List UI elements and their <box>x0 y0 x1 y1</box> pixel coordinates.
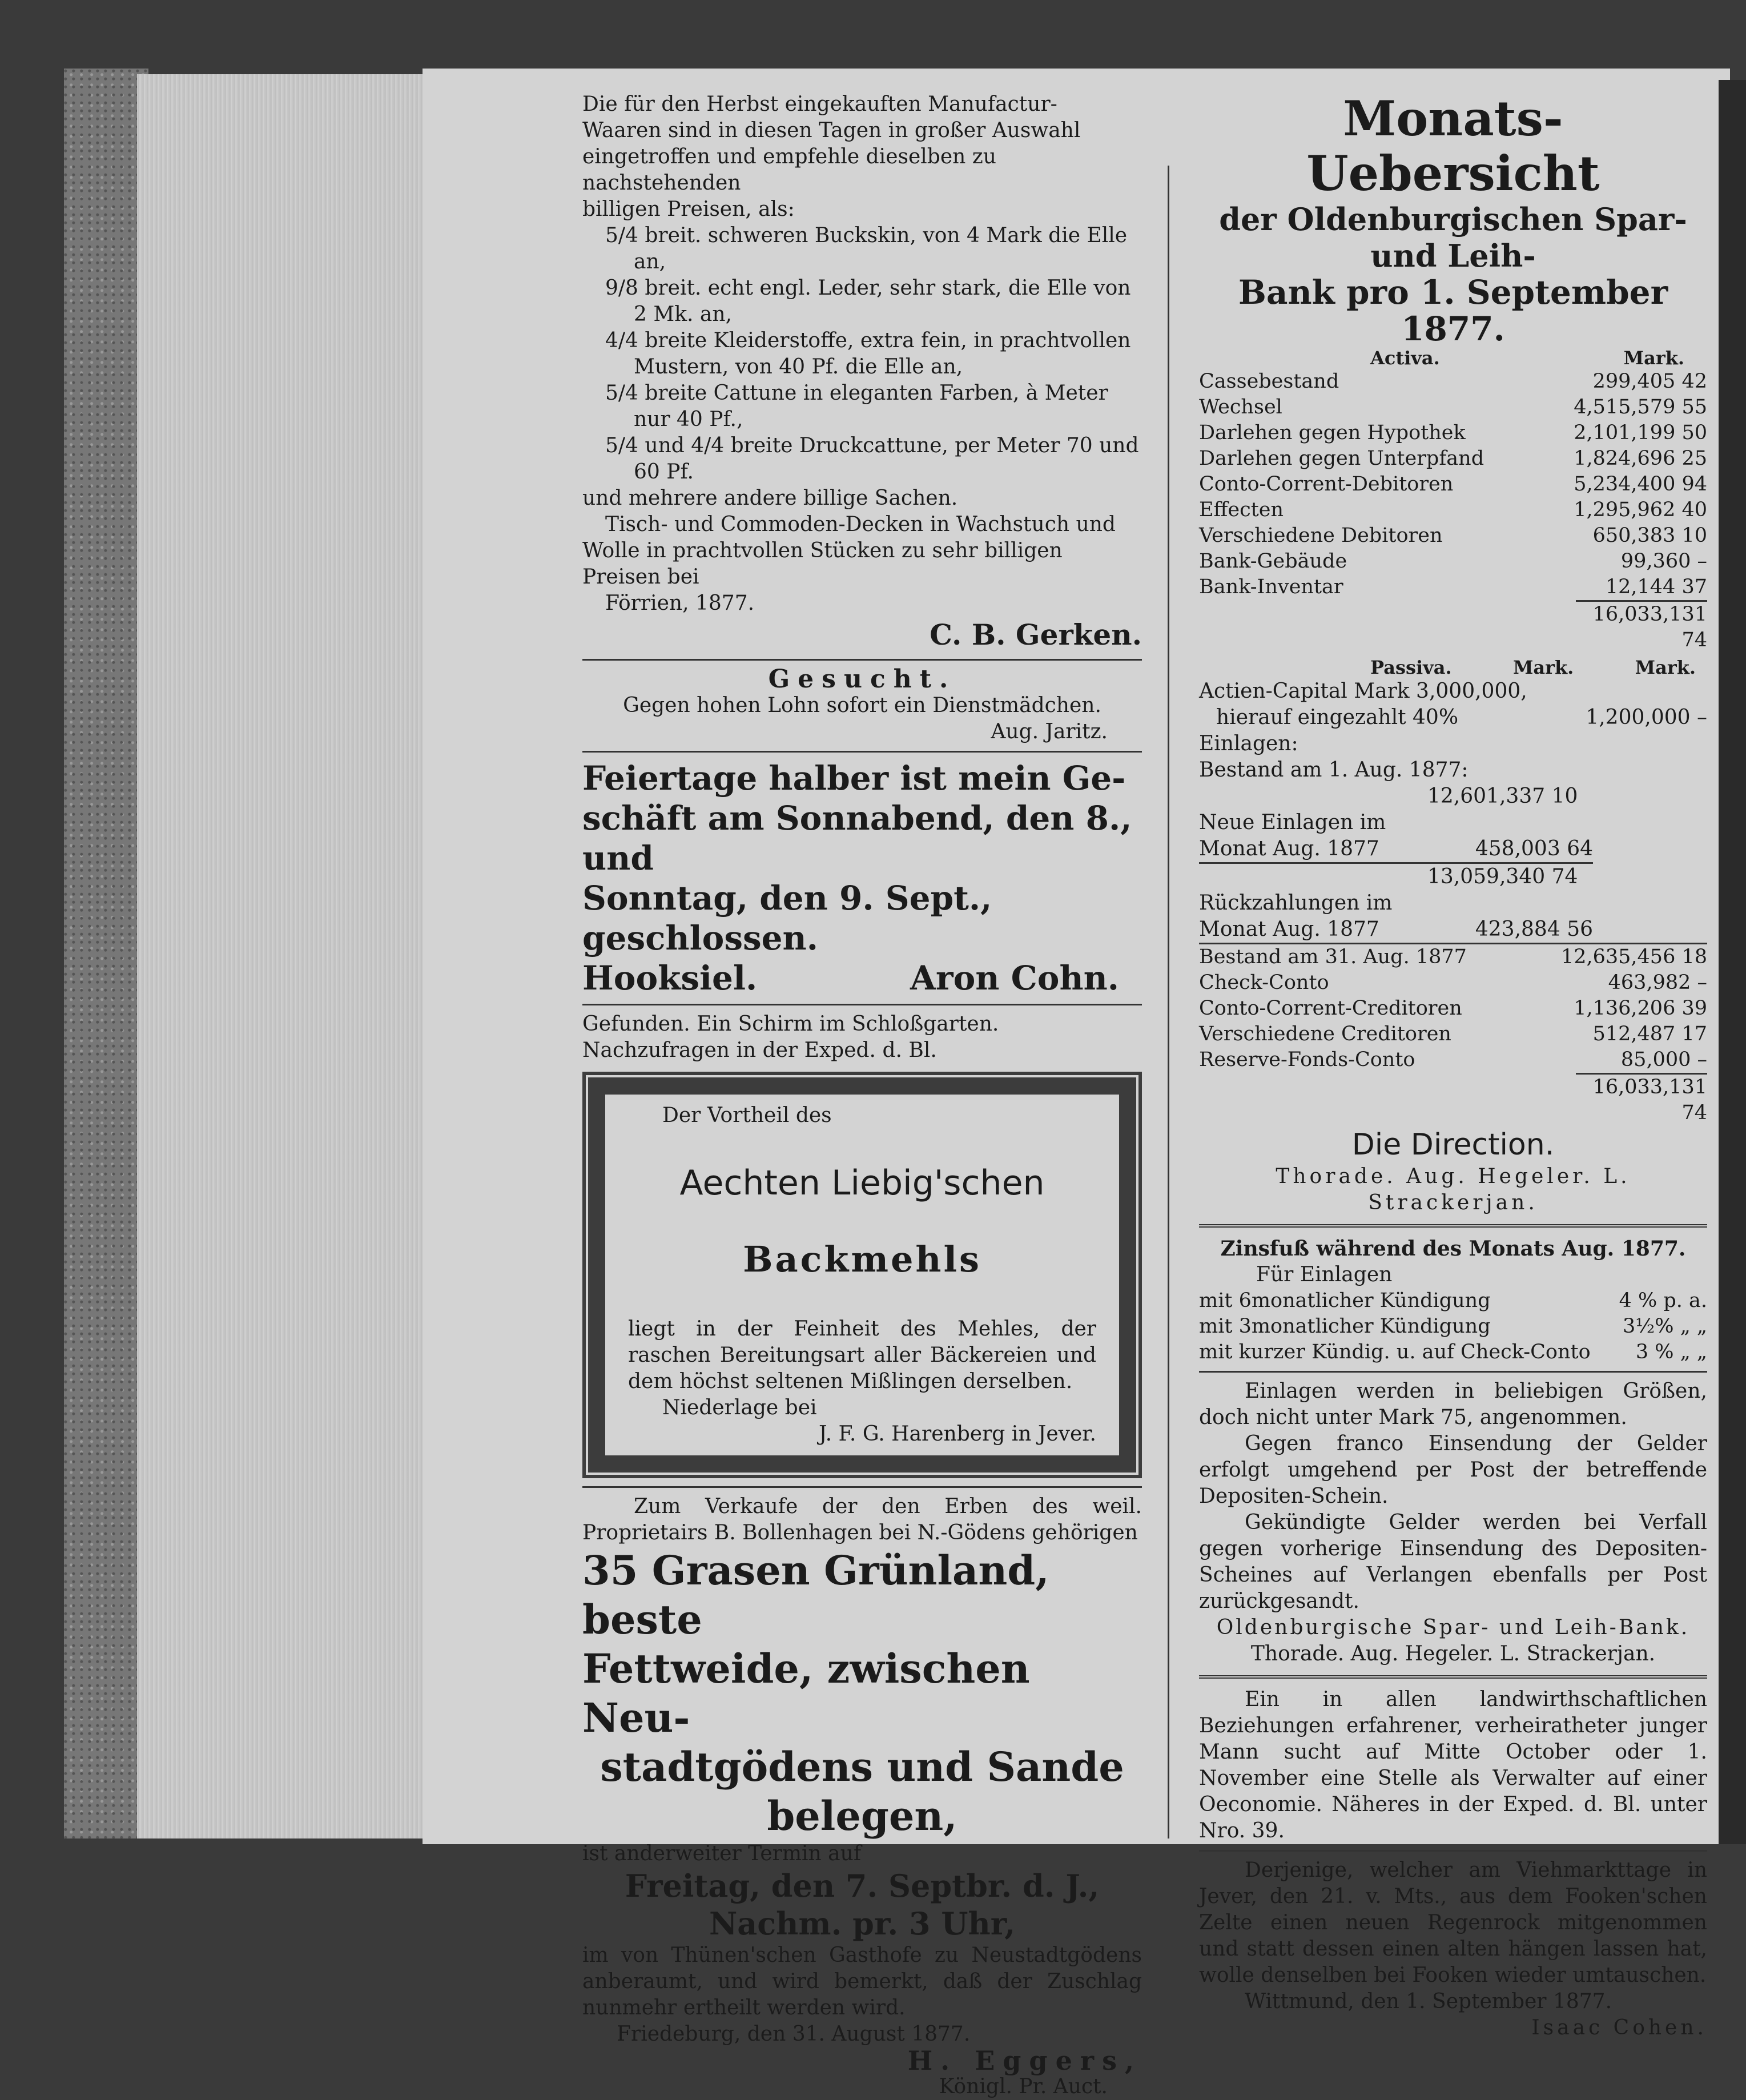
table-row <box>1199 523 1707 549</box>
text-line: Waaren sind in diesen Tagen in großer Auswahl <box>582 119 1081 142</box>
place: Hooksiel. <box>582 959 758 997</box>
row-value: 3½% „ „ <box>1623 1315 1707 1338</box>
row-label: Conto-Corrent-Creditoren <box>1199 997 1462 1020</box>
divider <box>1199 1675 1707 1679</box>
ad-liebig-frame <box>588 1077 1136 1473</box>
text-line: Monat Aug. 1877 <box>1199 918 1379 941</box>
row-label: Wechsel <box>1199 396 1282 419</box>
direction-heading: Die Direction. <box>1351 1128 1555 1162</box>
table-row <box>1199 497 1707 523</box>
coat-ad: Derjenige, welcher am Viehmarkttage in Jever, den 21. v. Mts., aus dem Fooken'schen Zelte einen neuen Regenrock mitgenommen und statt dessen einen alten hängen lassen hat, wolle denselben bei Fooken wieder umtauschen. <box>1199 1858 1707 1987</box>
divider <box>582 751 1142 753</box>
row-value: 2,101,199 50 <box>1574 421 1707 444</box>
row-label: Bestand am 31. Aug. 1877 <box>1199 946 1467 968</box>
text-line: Neue Einlagen im <box>1199 811 1386 834</box>
page-edges <box>137 74 434 1838</box>
signature-role: Königl. Pr. Auct. <box>939 2075 1108 2098</box>
table-row <box>1199 446 1707 472</box>
table-row <box>1199 395 1707 420</box>
passiva-total: 16,033,131 74 <box>1576 1073 1707 1126</box>
value: 1,200,000 – <box>1586 706 1707 729</box>
text-line: schäft am Sonnabend, den 8., und <box>582 799 1132 878</box>
table-row <box>1199 1047 1707 1073</box>
table-row <box>1199 996 1707 1021</box>
column-heading: Mark. <box>1635 657 1696 678</box>
table-row <box>1199 1021 1707 1047</box>
text-line: Bestand am 1. Aug. 1877: <box>1199 758 1469 782</box>
row-value: 99,360 – <box>1620 550 1707 573</box>
row-value: 85,000 – <box>1620 1048 1707 1071</box>
text-line: ist anderweiter Termin auf <box>582 1842 862 1865</box>
row-value: 299,405 42 <box>1592 370 1707 393</box>
text-line: Die für den Herbst eingekauften Manufactur- <box>582 92 1057 116</box>
row-label: Cassebestand <box>1199 370 1339 393</box>
text-line: Nachzufragen in der Exped. d. Bl. <box>582 1039 937 1062</box>
text-paragraph: liegt in der Feinheit des Mehles, der raschen Bereitungsart aller Bäckereien und dem höchst seltenen Mißlingen derselben. <box>628 1317 1096 1393</box>
row-value: 5,234,400 94 <box>1574 473 1707 496</box>
activa-table <box>1199 369 1707 600</box>
value: 13,059,340 74 <box>1199 862 1593 890</box>
text-paragraph: Tisch- und Commoden-Decken in Wachstuch und Wolle in prachtvollen Stücken zu sehr billigen Preisen bei <box>582 513 1116 589</box>
row-label: Bank-Inventar <box>1199 576 1343 598</box>
table-row <box>1199 420 1707 446</box>
signature: Aug. Jaritz. <box>991 720 1108 743</box>
row-label: Check-Conto <box>1199 971 1329 994</box>
interest-table <box>1199 1288 1707 1365</box>
headline-line: belegen, <box>767 1792 958 1840</box>
passiva-block <box>1199 678 1707 1126</box>
row-value: 1,824,696 25 <box>1574 447 1707 470</box>
passiva-table <box>1199 943 1707 1073</box>
row-value: 650,383 10 <box>1592 524 1707 547</box>
divider <box>582 1004 1142 1005</box>
table-row <box>1199 472 1707 497</box>
signature: C. B. Gerken. <box>930 618 1142 651</box>
right-column <box>1199 91 1707 2041</box>
ad-gerken <box>582 91 1142 653</box>
headline-line: 35 Grasen Grünland, beste <box>582 1547 1049 1643</box>
text-line: Actien-Capital Mark 3,000,000, <box>1199 679 1527 703</box>
text-paragraph: Einlagen werden in beliebigen Größen, doch nicht unter Mark 75, angenommen. <box>1199 1379 1707 1429</box>
row-value: 1,136,206 39 <box>1574 997 1707 1020</box>
activa-total: 16,033,131 74 <box>1576 600 1707 653</box>
row-value: 1,295,962 40 <box>1574 498 1707 521</box>
table-row <box>1199 369 1707 395</box>
text-line: Feiertage halber ist mein Ge- <box>582 759 1126 798</box>
list-item: 5/4 und 4/4 breite Druckcattune, per Meter 70 und 60 Pf. <box>605 434 1139 484</box>
list-item: 4/4 breite Kleiderstoffe, extra fein, in prachtvollen Mustern, von 40 Pf. die Elle an, <box>605 329 1131 379</box>
text-paragraph: Gegen franco Einsendung der Gelder erfolgt umgehend per Post der betreffende Depositen-Schein. <box>1199 1432 1707 1508</box>
table-row <box>1199 970 1707 996</box>
headline-line: Fettweide, zwischen Neu- <box>582 1645 1030 1741</box>
row-label: mit 6monatlicher Kündigung <box>1199 1289 1491 1312</box>
table-row <box>1199 1288 1707 1314</box>
text-line: hierauf eingezahlt 40% <box>1216 706 1459 729</box>
row-value: 4,515,579 55 <box>1574 396 1707 419</box>
signatures: Thorade. Aug. Hegeler. L. Strackerjan. <box>1250 1642 1656 1665</box>
ad-cohn <box>582 758 1142 998</box>
divider <box>1199 1850 1707 1852</box>
bank-name: Oldenburgische Spar- und Leih-Bank. <box>1216 1616 1690 1639</box>
signature: Isaac Cohen. <box>1531 2016 1707 2039</box>
row-label: mit 3monatlicher Kündigung <box>1199 1315 1491 1338</box>
row-value: 4 % p. a. <box>1619 1289 1707 1312</box>
list-item: 5/4 breit. schweren Buckskin, von 4 Mark die Elle an, <box>605 224 1128 273</box>
date-line: Freitag, den 7. Septbr. d. J., <box>625 1868 1100 1904</box>
text-line: Gegen hohen Lohn sofort ein Dienstmädchen. <box>623 694 1101 717</box>
row-label: Darlehen gegen Unterpfand <box>1199 447 1484 470</box>
place-date: Friedeburg, den 31. August 1877. <box>617 2022 971 2046</box>
row-label: Verschiedene Debitoren <box>1199 524 1443 547</box>
signature: H. Eggers, <box>907 2045 1142 2076</box>
activa-heading: Activa. <box>1370 347 1440 369</box>
left-column <box>582 91 1142 2100</box>
row-label: Darlehen gegen Hypothek <box>1199 421 1466 444</box>
ad-title: Aechten Liebig'schen <box>679 1163 1045 1203</box>
signature: J. F. G. Harenberg in Jever. <box>819 1422 1096 1446</box>
text-line: eingetroffen und empfehle dieselben zu nachstehenden <box>582 145 996 195</box>
ad-grasland <box>582 1494 1142 2100</box>
text-line: Der Vortheil des <box>662 1104 832 1127</box>
text-line: Sonntag, den 9. Sept., geschlossen. <box>582 879 992 958</box>
row-label: Effecten <box>1199 498 1284 521</box>
book-cover-edge <box>64 69 148 1838</box>
place-date: Förrien, 1877. <box>605 592 755 615</box>
right-page-edge <box>1719 80 1746 1844</box>
passiva-heading: Passiva. <box>1370 657 1452 678</box>
place-date: Wittmund, den 1. September 1877. <box>1245 1990 1612 2013</box>
table-row <box>1199 549 1707 574</box>
text-line: Gefunden. Ein Schirm im Schloßgarten. <box>582 1012 999 1036</box>
value: 423,884 56 <box>1475 918 1593 941</box>
table-row <box>1199 1314 1707 1339</box>
list-item: 9/8 breit. echt engl. Leder, sehr stark, die Elle von 2 Mk. an, <box>605 276 1131 326</box>
row-label: mit kurzer Kündig. u. auf Check-Conto <box>1199 1341 1591 1363</box>
text-line: Monat Aug. 1877 <box>1199 837 1379 860</box>
column-rule <box>1168 166 1169 1838</box>
date-line: Nachm. pr. 3 Uhr, <box>709 1905 1016 1942</box>
report-subtitle: Bank pro 1. September 1877. <box>1238 273 1668 348</box>
row-label: Bank-Gebäude <box>1199 550 1347 573</box>
interest-heading: Zinsfuß während des Monats Aug. 1877. <box>1220 1237 1686 1261</box>
text-paragraph: im von Thünen'schen Gasthofe zu Neustadtgödens anberaumt, und wird bemerkt, daß der Zuschlag nunmehr ertheilt werden wird. <box>582 1944 1142 2019</box>
signatures: Thorade. Aug. Hegeler. L. Strackerjan. <box>1276 1165 1631 1214</box>
table-row <box>1199 574 1707 600</box>
text-line: und mehrere andere billige Sachen. <box>582 486 958 510</box>
row-label: Reserve-Fonds-Conto <box>1199 1048 1415 1071</box>
ad-gesucht <box>582 666 1142 745</box>
ad-gefunden <box>582 1011 1142 1064</box>
ad-title: Backmehls <box>743 1238 981 1280</box>
signature: Aron Cohn. <box>910 959 1119 997</box>
text-line: Einlagen: <box>1199 732 1298 755</box>
divider <box>1199 1371 1707 1373</box>
value: 12,601,337 10 <box>1427 785 1578 808</box>
column-heading: Mark. <box>1623 347 1684 369</box>
job-ad: Ein in allen landwirthschaftlichen Beziehungen erfahrener, verheiratheter junger Mann sucht auf Mitte October oder 1. November eine Stelle als Verwalter auf einer Oeconomie. Näheres in der Exped. d. Bl. unter Nro. 39. <box>1199 1688 1707 1842</box>
row-value: 463,982 – <box>1608 971 1707 994</box>
list-item: 5/4 breite Cattune in eleganten Farben, à Meter nur 40 Pf., <box>605 381 1108 431</box>
table-row <box>1199 1339 1707 1365</box>
row-value: 512,487 17 <box>1592 1023 1707 1045</box>
text-line: billigen Preisen, als: <box>582 198 795 221</box>
table-row <box>1199 944 1707 971</box>
value: 458,003 64 <box>1475 837 1593 860</box>
row-label: Verschiedene Creditoren <box>1199 1023 1451 1045</box>
text-paragraph: Zum Verkaufe der den Erben des weil. Proprietairs B. Bollenhagen bei N.-Gödens gehörigen <box>582 1495 1142 1544</box>
divider <box>582 1486 1142 1488</box>
text-line: Niederlage bei <box>662 1396 817 1419</box>
divider <box>582 659 1142 661</box>
text-paragraph: Gekündigte Gelder werden bei Verfall gegen vorherige Einsendung des Depositen-Scheines auf Verlangen ebenfalls per Post zurückgesandt. <box>1199 1511 1707 1613</box>
divider <box>1199 1224 1707 1228</box>
row-label: Conto-Corrent-Debitoren <box>1199 473 1454 496</box>
column-heading: Mark. <box>1512 657 1574 678</box>
row-value: 12,635,456 18 <box>1560 946 1707 968</box>
text-line: Rückzahlungen im <box>1199 891 1393 915</box>
row-value: 12,144 37 <box>1605 576 1707 598</box>
row-value: 3 % „ „ <box>1635 1341 1707 1363</box>
headline-line: stadtgödens und Sande <box>600 1743 1124 1791</box>
text-line: Für Einlagen <box>1256 1263 1393 1286</box>
report-subtitle: der Oldenburgischen Spar- und Leih- <box>1219 201 1687 274</box>
ad-heading: Gesucht. <box>768 665 956 694</box>
report-title: Monats-Uebersicht <box>1306 90 1600 202</box>
